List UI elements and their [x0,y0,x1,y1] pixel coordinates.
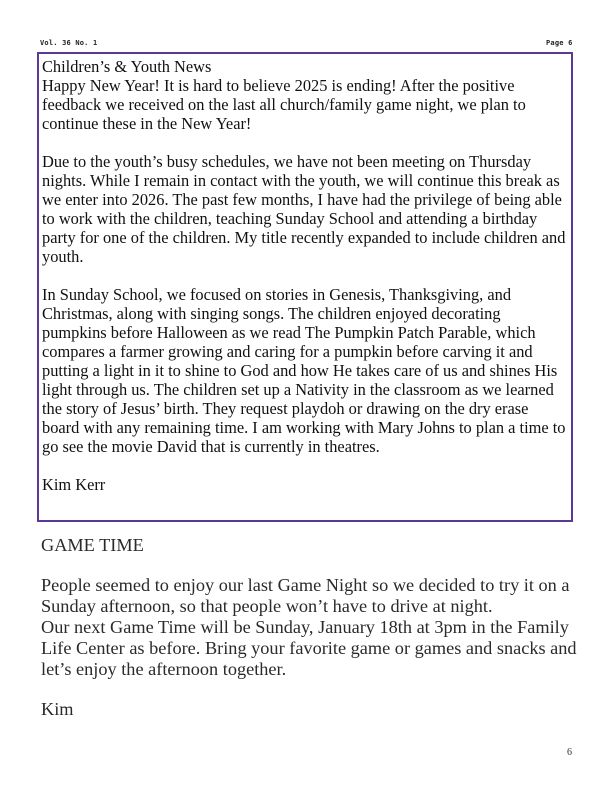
game-time-paragraph: People seemed to enjoy our last Game Night so we decided to try it on a Sunday afternoon, so that people won’t have to drive at night. [41,575,570,616]
youth-news-box [37,52,573,522]
youth-news-paragraph: Happy New Year! It is hard to believe 2025 is ending! After the positive feedback we received on the last all church/family game night, we plan to continue these in the New Year! [42,76,526,133]
volume-issue-label: Vol. 36 No. 1 [40,39,98,47]
page-number: 6 [567,747,572,758]
game-time-paragraph: Our next Game Time will be Sunday, January 18th at 3pm in the Family Life Center as before. Bring your favorite game or games and snacks and let’s enjoy the afternoon together. [41,617,577,679]
youth-news-paragraph: In Sunday School, we focused on stories in Genesis, Thanksgiving, and Christmas, along with singing songs. The children enjoyed decorating pumpkins before Halloween as we read The Pumpkin Patch Parable, which compares a farmer growing and caring for a pumpkin before carving it and putting a light in it to shine to God and how He takes care of us and shines His light through us. The children set up a Nativity in the classroom as we learned the story of Jesus’ birth. They request playdoh or drawing on the dry erase board with any remaining time. I am working with Mary Johns to plan a time to go see the movie David that is currently in theatres. [42,285,566,456]
youth-news-content [42,57,568,494]
youth-news-signature: Kim Kerr [42,475,106,494]
game-time-section [41,535,581,720]
youth-news-paragraph: Due to the youth’s busy schedules, we have not been meeting on Thursday nights. While I remain in contact with the youth, we will continue this break as we enter into 2026. The past few months, I have had the privilege of being able to work with the children, teaching Sunday School and attending a birthday party for one of the children. My title recently expanded to include children and youth. [42,152,566,266]
game-time-signature: Kim [41,699,74,719]
game-time-title: GAME TIME [41,535,144,555]
youth-news-title: Children’s & Youth News [42,57,212,76]
page-header-label: Page 6 [546,39,573,47]
